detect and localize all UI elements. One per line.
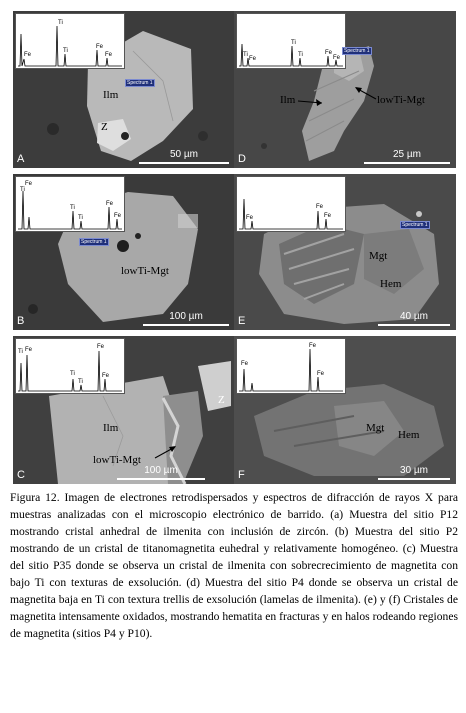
peak-label: Fe <box>249 56 257 62</box>
scale-line <box>378 478 450 480</box>
scale-line <box>139 162 229 164</box>
peak-label: Ti <box>58 20 63 26</box>
panel-letter: C <box>17 469 25 481</box>
spectrum-marker: Spectrum 1 <box>402 222 428 228</box>
panel-letter: D <box>238 153 246 165</box>
peak-label: Fe <box>246 215 254 221</box>
peak-label: Ti <box>63 48 68 54</box>
panel-letter: A <box>17 153 25 165</box>
spectrum-b <box>15 176 125 232</box>
scale-text: 100 µm <box>169 311 203 322</box>
sem-panel-f <box>234 336 456 484</box>
peak-label: Fe <box>24 52 32 58</box>
scale-text: 100 µm <box>144 465 178 476</box>
label-hem: Hem <box>380 278 402 290</box>
spectrum-a <box>15 13 125 69</box>
peak-label: Fe <box>316 204 324 210</box>
panel-letter: B <box>17 315 25 327</box>
label-zircon: Z <box>101 121 108 133</box>
scale-text: 30 µm <box>400 465 428 476</box>
label-ilm: Ilm <box>103 89 119 101</box>
arrow-mgt <box>153 444 179 460</box>
peak-label: Fe <box>97 344 105 350</box>
sem-panel-a <box>13 11 235 168</box>
spectrum-c <box>15 338 125 394</box>
peak-label: Ti <box>291 40 296 46</box>
sem-panel-d <box>234 11 456 168</box>
scale-text: 25 µm <box>393 149 421 160</box>
peak-label: Ti <box>298 52 303 58</box>
peak-label: Fe <box>25 181 33 187</box>
peak-label: Fe <box>102 373 110 379</box>
panel-letter: F <box>238 469 245 481</box>
spectrum-marker: Spectrum 1 <box>81 239 107 245</box>
peak-label: Fe <box>317 371 325 377</box>
scale-line <box>143 324 229 326</box>
peak-label: Fe <box>105 52 113 58</box>
spectrum-e <box>236 176 346 232</box>
label-lowti-mgt: lowTi-Mgt <box>121 265 169 277</box>
sem-panel-c <box>13 336 235 484</box>
label-zircon: Z <box>218 394 225 406</box>
label-ilm: Ilm <box>103 422 119 434</box>
peak-label: Ti <box>78 379 83 385</box>
peak-label: Ti <box>78 215 83 221</box>
label-mgt: Mgt <box>369 250 388 262</box>
peak-label: Ti <box>18 349 23 355</box>
peak-label: Fe <box>114 213 122 219</box>
peak-label: Fe <box>324 213 332 219</box>
spectrum-d <box>236 13 346 69</box>
scale-text: 50 µm <box>170 149 198 160</box>
peak-label: Ti <box>70 205 75 211</box>
peak-label: Fe <box>106 201 114 207</box>
peak-label: Fe <box>241 361 249 367</box>
label-ilm: Ilm <box>280 94 296 106</box>
label-hem: Hem <box>398 429 420 441</box>
peak-label: Fe <box>325 50 333 56</box>
peak-label: Fe <box>309 343 317 349</box>
arrow-mgt <box>352 85 378 101</box>
sem-panel-e <box>234 174 456 330</box>
arrow-ilm <box>296 95 326 107</box>
peak-label: Ti <box>20 187 25 193</box>
figure-caption: Figura 12. Imagen de electrones retrodispersados y espectros de difracción de rayos X para muestras analizadas con el microscopio electrónico de barrido. (a) Muestra del sitio P12 mostrando cristal anhedral de ilmenita con inclusión de zircón. (b) Muestra del sitio P2 mostrando de un cristal de titanomagnetita euhedral y relativamente homogéneo. (c) Muestra del sitio P35 donde se observa un cristal de ilmenita con sobrecrecimiento de magnetita con bajo Ti con texturas de exsolución. (d) Muestra del sitio P4 donde se observa un cristal de magnetita baja en Ti con textura trellis de exsolución (lamelas de ilmenita). (e) y (f) Cristales de magnetita intensamente oxidados, mostrando hematita en fracturas y en halos rodeando regiones de magnetita (sitios P4 y P10). <box>10 491 458 640</box>
scale-line <box>364 162 450 164</box>
label-lowti-mgt: lowTi-Mgt <box>377 94 425 106</box>
panel-letter: E <box>238 315 246 327</box>
sem-panel-b <box>13 174 235 330</box>
scale-text: 40 µm <box>400 311 428 322</box>
label-mgt: Mgt <box>366 422 385 434</box>
peak-label: Fe <box>96 44 104 50</box>
peak-label: Fe <box>25 347 33 353</box>
peak-label: Fe <box>333 55 341 61</box>
scale-line <box>378 324 450 326</box>
spectrum-marker: Spectrum 1 <box>344 48 370 54</box>
spectrum-f <box>236 338 346 394</box>
peak-label: Ti <box>243 52 248 58</box>
label-lowti-mgt: lowTi-Mgt <box>93 454 141 466</box>
peak-label: Ti <box>70 371 75 377</box>
spectrum-marker: Spectrum 1 <box>127 80 153 86</box>
scale-line <box>117 478 205 480</box>
